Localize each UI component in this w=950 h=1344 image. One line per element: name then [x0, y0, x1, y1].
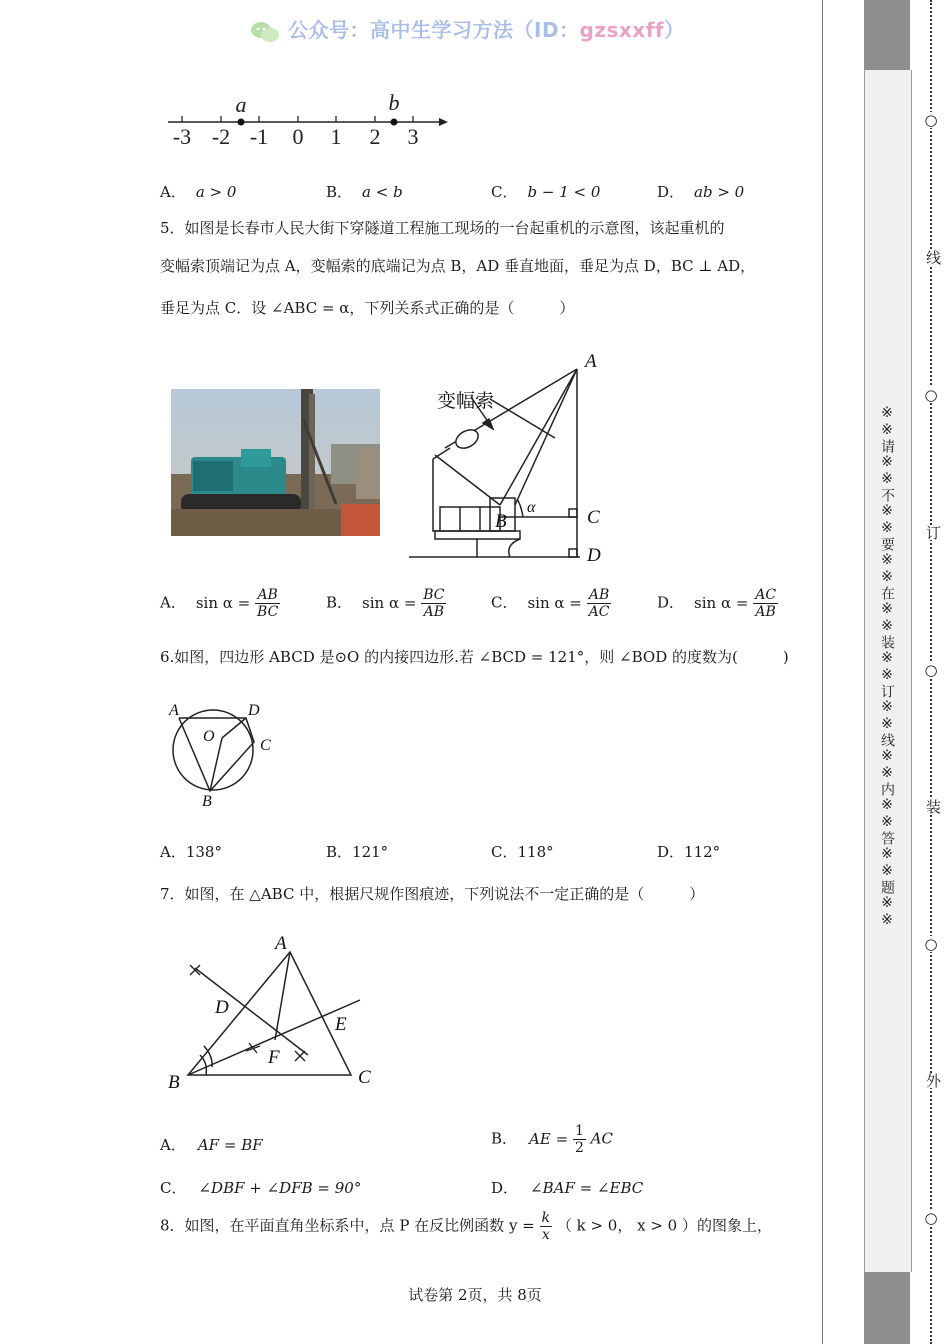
tick-label: -1 [249, 124, 269, 149]
q8-text: 8．如图，在平面直角坐标系中，点 P 在反比例函数 y = $\frac{k}{x}$ （ k > 0， x > 0 ）的图象上， [160, 1210, 772, 1243]
crane-point-a: A [585, 351, 597, 372]
page-footer: 试卷第 2页，共 8页 [408, 1286, 542, 1304]
circle-point-d: D [248, 702, 260, 719]
q4-option-b[interactable]: B． a < b [326, 183, 403, 201]
crane-point-c: C [587, 507, 600, 528]
binding-label-wai: 外 [924, 1073, 942, 1088]
q6-option-a[interactable]: A．138° [160, 843, 222, 861]
q5-option-a[interactable]: A． sin α = $\frac{AB}{BC}$ [160, 587, 279, 620]
q7-text: 7．如图，在 △ABC 中，根据尺规作图痕迹，下列说法不一定正确的是（ ） [160, 885, 705, 903]
crane-diagram [405, 345, 615, 565]
circle-point-c: C [260, 737, 271, 754]
point-b-dot [391, 119, 398, 126]
circle-point-b: B [202, 793, 212, 810]
q7-option-a[interactable]: A． AF = BF [160, 1136, 263, 1154]
q5-option-b[interactable]: B． sin α = $\frac{BC}{AB}$ [326, 587, 445, 620]
q6-text: 6.如图，四边形 ABCD 是⊙O 的内接四边形.若 ∠BCD = 121°，则 ∠BOD 的度数为( ) [160, 648, 789, 666]
q4-option-c[interactable]: C． b − 1 < 0 [491, 183, 601, 201]
triangle-point-d: D [215, 997, 229, 1018]
tick-label: 0 [292, 124, 304, 149]
q6-option-c[interactable]: C．118° [491, 843, 554, 861]
tick-label: 1 [330, 124, 342, 149]
q7-option-c[interactable]: C． ∠DBF + ∠DFB = 90° [160, 1179, 362, 1197]
q7-option-d[interactable]: D． ∠BAF = ∠EBC [491, 1179, 644, 1197]
point-b-label: b [388, 90, 400, 115]
q5-line2: 变幅索顶端记为点 A，变幅索的底端记为点 B，AD 垂直地面，垂足为点 D，BC ⊥ AD， [160, 257, 756, 275]
tick-label: -3 [172, 124, 192, 149]
number-line-figure [160, 88, 460, 152]
q4-option-d[interactable]: D． ab > 0 [657, 183, 745, 201]
q5-option-c[interactable]: C． sin α = $\frac{AB}{AC}$ [491, 587, 610, 620]
q5-line1: 5．如图是长春市人民大街下穿隧道工程施工现场的一台起重机的示意图，该起重机的 [160, 219, 725, 237]
triangle-diagram [160, 930, 390, 1095]
tick-label: -2 [211, 124, 231, 149]
q6-option-b[interactable]: B．121° [326, 843, 389, 861]
binding-circle: ○ [924, 935, 938, 953]
circle-point-a: A [169, 702, 179, 719]
q7-option-b[interactable]: B． AE = $\frac{1}{2}$ AC [491, 1123, 613, 1156]
triangle-point-e: E [335, 1014, 347, 1035]
binding-warning: ※※请※※不※※要※※在※※装※※订※※线※※内※※答※※题※※ [879, 405, 895, 929]
triangle-point-b: B [168, 1072, 180, 1093]
triangle-point-f: F [268, 1047, 280, 1068]
binding-label-zhuang: 装 [924, 799, 942, 814]
crane-photo [171, 389, 380, 536]
triangle-point-c: C [358, 1067, 371, 1088]
binding-circle: ○ [924, 1209, 938, 1227]
q5-option-d[interactable]: D． sin α = $\frac{AC}{AB}$ [657, 587, 777, 620]
q5-line3: 垂足为点 C．设 ∠ABC = α，下列关系式正确的是（ ） [160, 299, 575, 317]
q4-option-a[interactable]: A． a > 0 [160, 183, 237, 201]
binding-circle: ○ [924, 661, 938, 679]
crane-alpha: α [527, 499, 536, 516]
tick-label: 3 [407, 124, 419, 149]
circle-diagram [162, 698, 282, 810]
header-watermark [250, 14, 685, 44]
wechat-icon [250, 20, 280, 44]
crane-cable-label: 变幅索 [437, 390, 495, 412]
point-a-label: a [235, 92, 247, 117]
crane-point-b: B [495, 511, 507, 532]
q6-option-d[interactable]: D．112° [657, 843, 721, 861]
point-a-dot [238, 119, 245, 126]
binding-label-ding: 订 [924, 525, 942, 540]
circle-center-o: O [203, 728, 215, 745]
header-id: gzsxxff [579, 18, 665, 42]
crane-point-d: D [587, 545, 601, 565]
binding-circle: ○ [924, 111, 938, 129]
header-text: 公众号：高中生学习方法（ID： [288, 18, 580, 42]
binding-margin [822, 0, 950, 1344]
tick-label: 2 [369, 124, 381, 149]
triangle-point-a: A [275, 933, 287, 954]
binding-label-line: 线 [924, 250, 942, 265]
binding-circle: ○ [924, 386, 938, 404]
header-close: ） [664, 18, 685, 42]
